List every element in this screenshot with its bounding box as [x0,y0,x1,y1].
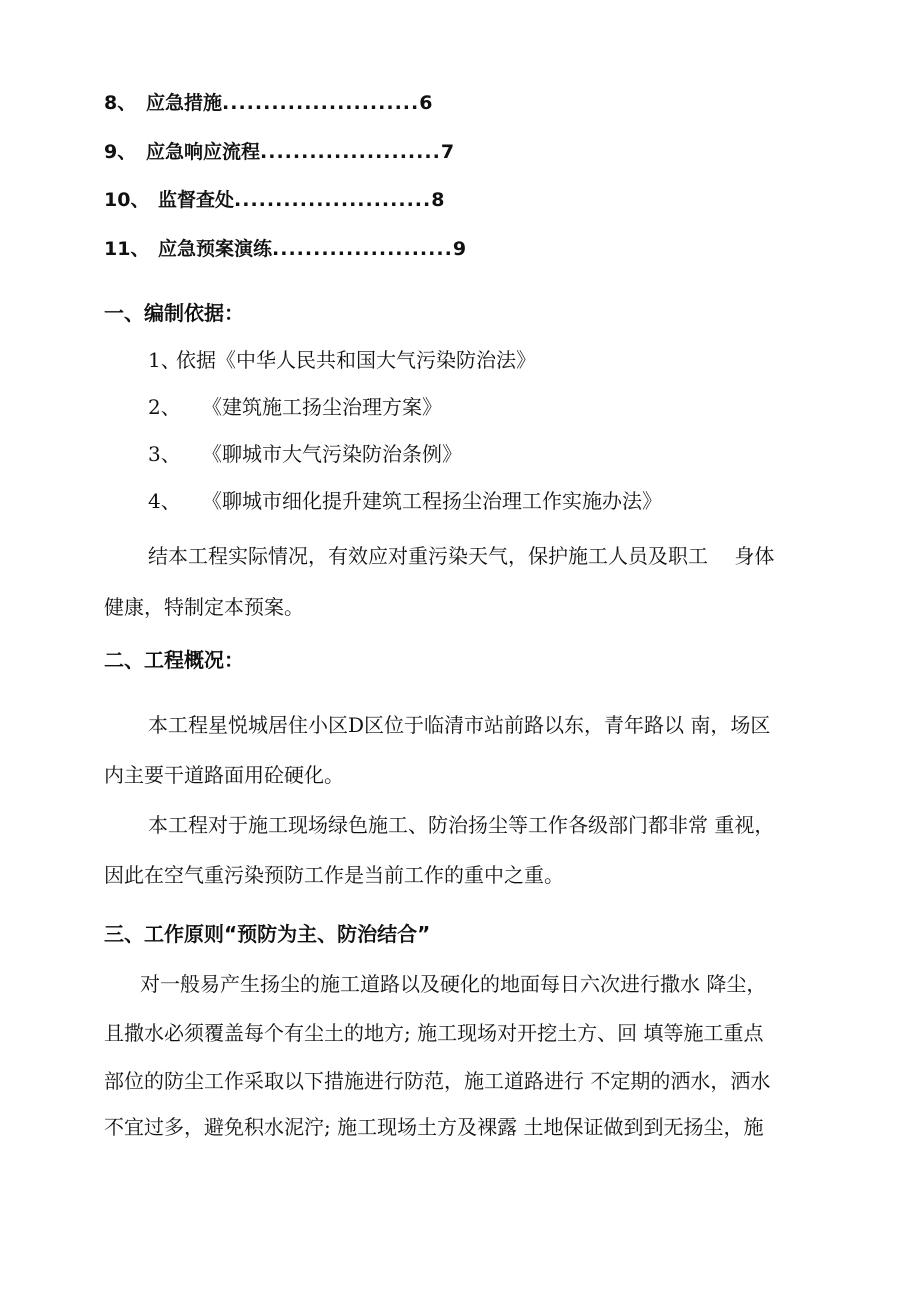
toc-page-number: 8 [431,189,445,211]
toc-title: 应急响应流程 [146,141,261,163]
toc-entry-10[interactable] [104,185,444,215]
toc-number: 8、 [104,92,137,114]
basis-item-number: 4、 [148,489,181,513]
toc-title: 监督查处 [158,189,235,211]
basis-item-2 [148,392,442,422]
basis-paragraph-line-1: 结本工程实际情况，有效应对重污染天气，保护施工人员及职工 身体 [148,544,775,568]
toc-leader-dots: ...................... [260,141,441,163]
toc-entry-9[interactable] [104,137,454,167]
overview-paragraph-1-line-2: 内主要干道路面用砼硬化。 [104,763,344,787]
toc-number: 10、 [104,189,150,211]
overview-paragraph-2-line-1: 本工程对于施工现场绿色施工、防治扬尘等工作各级部门都非常 重视， [148,813,775,837]
toc-number: 9、 [104,141,137,163]
toc-entry-8[interactable] [104,88,432,118]
toc-leader-dots: ...................... [272,238,453,260]
basis-item-4 [148,486,662,516]
section-heading-principle: 三、工作原则“预防为主、防治结合” [104,922,431,946]
toc-title: 应急措施 [146,92,223,114]
toc-number: 11、 [104,238,150,260]
toc-entry-11[interactable] [104,234,466,264]
section-heading-overview: 二、工程概况： [104,648,244,672]
toc-title: 应急预案演练 [158,238,273,260]
basis-paragraph-line-2: 健康，特制定本预案。 [104,595,304,619]
principle-line-2: 且撒水必须覆盖每个有尘土的地方; 施工现场对开挖土方、回 填等施工重点 [104,1021,764,1045]
principle-line-4: 不宜过多，避免积水泥泞; 施工现场土方及裸露 土地保证做到到无扬尘，施 [104,1115,764,1139]
toc-leader-dots: ........................ [234,189,432,211]
overview-paragraph-1-line-1: 本工程星悦城居住小区D区位于临清市站前路以东，青年路以 南，场区 [148,713,771,737]
basis-item-text: 《建筑施工扬尘治理方案》 [202,395,442,419]
basis-item-number: 1、 [148,348,181,372]
toc-page-number: 6 [419,92,433,114]
basis-item-text: 依据《中华人民共和国大气污染防治法》 [176,348,536,372]
basis-item-text: 《聊城市大气污染防治条例》 [202,442,462,466]
basis-item-number: 2、 [148,395,181,419]
section-heading-basis: 一、编制依据： [104,301,244,325]
basis-item-3 [148,439,462,469]
basis-item-number: 3、 [148,442,181,466]
principle-line-1: 对一般易产生扬尘的施工道路以及硬化的地面每日六次进行撒水 降尘， [140,972,767,996]
overview-paragraph-2-line-2: 因此在空气重污染预防工作是当前工作的重中之重。 [104,863,564,887]
toc-leader-dots: ........................ [222,92,420,114]
principle-line-3: 部位的防尘工作采取以下措施进行防范，施工道路进行 不定期的洒水，洒水 [104,1069,771,1093]
basis-item-text: 《聊城市细化提升建筑工程扬尘治理工作实施办法》 [202,489,662,513]
toc-page-number: 7 [440,141,455,163]
toc-page-number: 9 [452,238,467,260]
basis-item-1 [148,345,536,375]
